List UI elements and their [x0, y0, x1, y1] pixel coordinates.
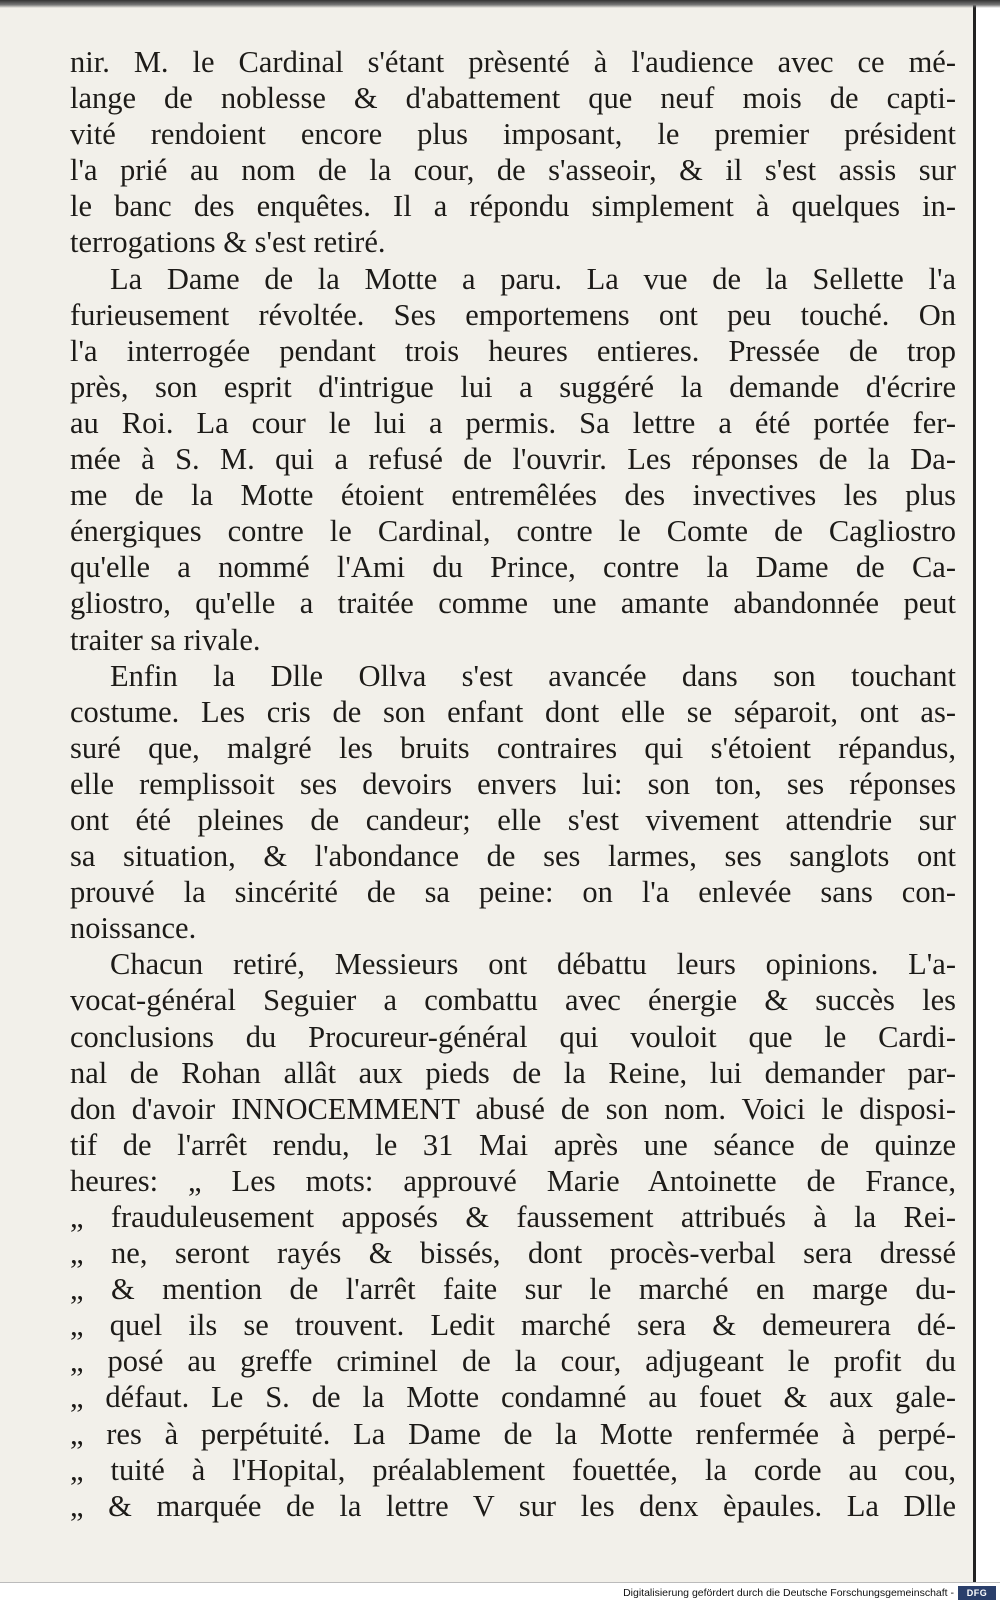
text-line: énergiques contre le Cardinal, contre le Comte de Cagliostro [70, 514, 956, 549]
digitization-footer [0, 1582, 1000, 1604]
text-line: elle remplissoit ses devoirs envers lui: son ton, ses réponses [70, 766, 956, 801]
text-line: nir. M. le Cardinal s'étant prèsenté à l'audience avec ce mé- [70, 45, 956, 79]
text-line: l'a interrogée pendant trois heures entieres. Pressée de trop [70, 333, 956, 368]
page-top-edge [0, 0, 1000, 8]
text-line: don d'avoir INNOCEMMENT abusé de son nom. Voici le disposi- [70, 1091, 956, 1126]
text-line: gliostro, qu'elle a traitée comme une amante abandonnée peut [70, 586, 956, 621]
text-line: „ & mention de l'arrêt faite sur le marché en marge du- [70, 1272, 956, 1307]
text-line: prouvé la sincérité de sa peine: on l'a enlevée sans con- [70, 875, 956, 910]
text-line: heures: „ Les mots: approuvé Marie Antoinette de France, [70, 1163, 956, 1198]
text-line: „ quel ils se trouvent. Ledit marché sera & demeurera dé- [70, 1308, 956, 1343]
text-line: sa situation, & l'abondance de ses larmes, ses sanglots ont [70, 839, 956, 874]
text-line: noissance. [70, 911, 197, 946]
text-line: costume. Les cris de son enfant dont elle se séparoit, ont as- [70, 694, 956, 729]
text-line: „ frauduleusement apposés & faussement attribués à la Rei- [70, 1200, 956, 1234]
text-line: „ tuité à l'Hopital, préalablement fouettée, la corde au cou, [70, 1452, 956, 1487]
page-text-block [70, 44, 956, 1524]
text-line: „ posé au greffe criminel de la cour, adjugeant le profit du [70, 1344, 956, 1379]
text-line: La Dame de la Motte a paru. La vue de la Sellette l'a [110, 261, 956, 296]
text-line: lange de noblesse & d'abattement que neuf mois de capti- [70, 81, 956, 116]
text-line: mée à S. M. qui a refusé de l'ouvrir. Les réponses de la Da- [70, 442, 956, 477]
text-line: „ ne, seront rayés & bissés, dont procès-verbal sera dressé [70, 1236, 956, 1271]
text-line: ont été pleines de candeur; elle s'est vivement attendrie sur [70, 802, 956, 837]
text-line: tif de l'arrêt rendu, le 31 Mai après une séance de quinze [70, 1127, 956, 1162]
text-line: furieusement révoltée. Ses emportemens ont peu touché. On [70, 297, 956, 332]
dfg-logo-icon: DFG [958, 1586, 996, 1600]
text-line: le banc des enquêtes. Il a répondu simplement à quelques in- [70, 189, 956, 224]
text-line: „ & marquée de la lettre V sur les denx èpaules. La Dlle [70, 1488, 956, 1523]
text-line: Enfin la Dlle Ollva s'est avancée dans son touchant [110, 658, 956, 693]
text-line: près, son esprit d'intrigue lui a suggéré la demande d'écrire [70, 369, 956, 404]
text-line: vocat-général Seguier a combattu avec énergie & succès les [70, 983, 956, 1018]
text-line: „ res à perpétuité. La Dame de la Motte renfermée à perpé- [70, 1416, 956, 1451]
text-line: conclusions du Procureur-général qui vouloit que le Cardi- [70, 1019, 956, 1054]
text-line: traiter sa rivale. [70, 622, 261, 657]
footer-credit: Digitalisierung gefördert durch die Deutsche Forschungsgemeinschaft - [623, 1587, 954, 1599]
text-line: nal de Rohan allât aux pieds de la Reine, lui demander par- [70, 1055, 956, 1090]
text-line: me de la Motte étoient entremêlées des invectives les plus [70, 478, 956, 513]
text-line: suré que, malgré les bruits contraires qui s'étoient répandus, [70, 730, 956, 765]
text-line: „ défaut. Le S. de la Motte condamné au fouet & aux gale- [70, 1380, 956, 1415]
text-line: vité rendoient encore plus imposant, le premier président [70, 117, 956, 152]
text-line: terrogations & s'est retiré. [70, 225, 386, 260]
text-line: au Roi. La cour le lui a permis. Sa lettre a été portée fer- [70, 405, 956, 440]
text-line: qu'elle a nommé l'Ami du Prince, contre la Dame de Ca- [70, 550, 956, 585]
text-line: Chacun retiré, Messieurs ont débattu leurs opinions. L'a- [110, 947, 956, 982]
text-line: l'a prié au nom de la cour, de s'asseoir, & il s'est assis sur [70, 153, 956, 188]
